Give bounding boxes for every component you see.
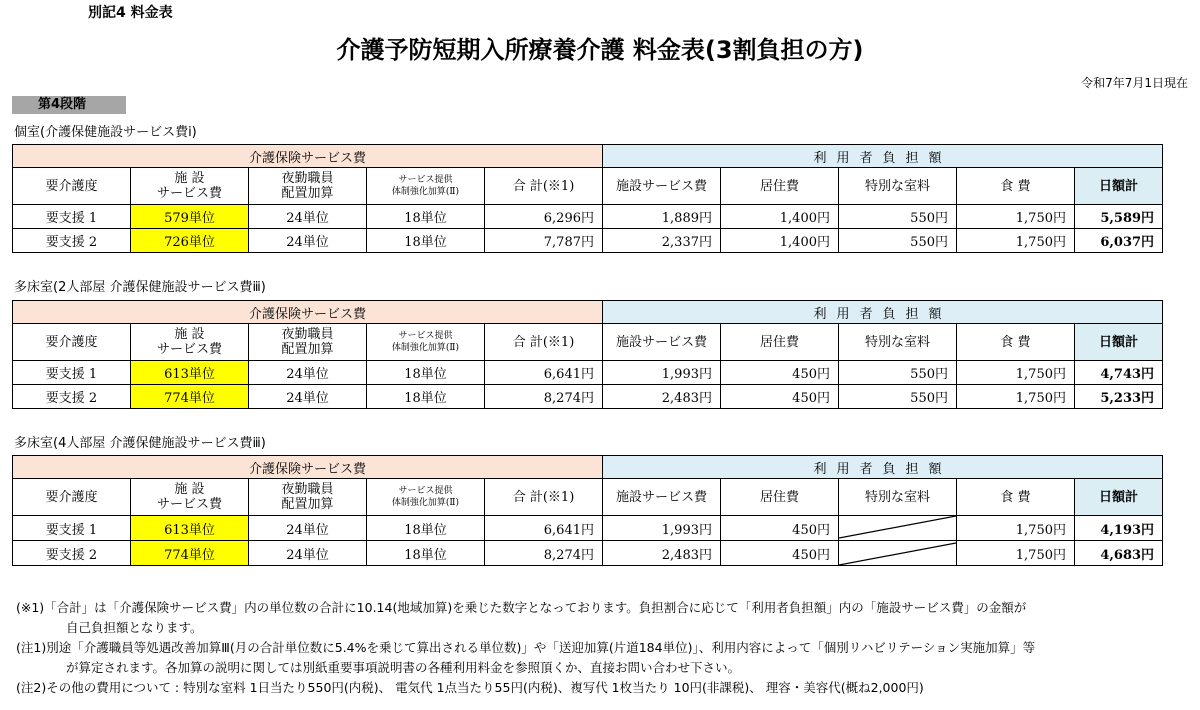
- facility-service-header-line1: 施 設: [174, 482, 205, 497]
- section-caption: 多床室(4人部屋 介護保健施設サービス費ⅲ): [14, 436, 266, 451]
- service-system-header: [367, 168, 485, 205]
- special-room-header: 特別な室料: [839, 168, 957, 205]
- service-system-units: 18単位: [367, 385, 485, 409]
- insurance-group-header: 介護保険サービス費: [13, 301, 603, 324]
- night-staff-units: 24単位: [249, 229, 367, 253]
- night-staff-units: 24単位: [249, 541, 367, 566]
- facility-service-header-line2: サービス費: [156, 342, 222, 357]
- stage-badge: 第4段階: [12, 96, 126, 114]
- night-staff-header: [249, 479, 367, 516]
- night-staff-header: [249, 324, 367, 361]
- care-level-header: 要介護度: [13, 324, 131, 361]
- daily-total-header: 日額計: [1075, 324, 1163, 361]
- care-level: 要支援 1: [13, 205, 131, 229]
- note-1-line-2: 自己負担額となります。: [66, 620, 203, 635]
- facility-service-header: [131, 168, 249, 205]
- housing-fee: 1,400円: [721, 205, 839, 229]
- daily-total: 5,589円: [1075, 205, 1163, 229]
- care-level-header: 要介護度: [13, 479, 131, 516]
- special-room-fee-not-applicable: [839, 516, 957, 541]
- fee-table-2: [12, 300, 1163, 409]
- care-level: 要支援 1: [13, 516, 131, 541]
- total-amount: 7,787円: [485, 229, 603, 253]
- housing-fee-header: 居住費: [721, 168, 839, 205]
- diagonal-slash-icon: [839, 541, 956, 565]
- daily-total: 4,743円: [1075, 361, 1163, 385]
- special-room-fee: 550円: [839, 229, 957, 253]
- special-room-fee: 550円: [839, 205, 957, 229]
- night-staff-header: [249, 168, 367, 205]
- daily-total: 6,037円: [1075, 229, 1163, 253]
- service-system-units: 18単位: [367, 516, 485, 541]
- housing-fee-header: 居住費: [721, 324, 839, 361]
- note-2-line-1: (注1)別途「介護職員等処遇改善加算Ⅲ(月の合計単位数に5.4%を乗じて算出される単位数)」や「送迎加算(片道184単位)」、利用内容によって「個別リハビリテーション実施加算」等: [16, 640, 1036, 655]
- meal-fee: 1,750円: [957, 361, 1075, 385]
- user-charge-group-header: 利用者負担額: [603, 145, 1163, 168]
- care-level-header: 要介護度: [13, 168, 131, 205]
- fee-table-3: [12, 455, 1163, 566]
- note-2-line-2: が算定されます。各加算の説明に関しては別紙重要事項説明書の各種利用料金を参照頂くか、直接お問い合わせ下さい。: [66, 660, 741, 675]
- total-header: 合 計(※1): [485, 479, 603, 516]
- fee-table-1: [12, 144, 1163, 253]
- table-row: [13, 541, 1163, 566]
- housing-fee: 450円: [721, 385, 839, 409]
- meal-fee: 1,750円: [957, 385, 1075, 409]
- service-system-header-line2: 体制強化加算(Ⅱ): [391, 187, 460, 197]
- service-system-header-line1: サービス提供: [398, 331, 453, 341]
- facility-fee: 1,889円: [603, 205, 721, 229]
- daily-total: 4,193円: [1075, 516, 1163, 541]
- night-staff-header-line2: 配置加算: [281, 497, 334, 512]
- facility-fee: 2,483円: [603, 541, 721, 566]
- care-level: 要支援 1: [13, 361, 131, 385]
- facility-service-header: [131, 324, 249, 361]
- service-units: 579単位: [131, 205, 249, 229]
- care-level: 要支援 2: [13, 229, 131, 253]
- facility-fee: 2,337円: [603, 229, 721, 253]
- service-units: 774単位: [131, 541, 249, 566]
- night-staff-header-line2: 配置加算: [281, 342, 334, 357]
- daily-total: 4,683円: [1075, 541, 1163, 566]
- table-row: [13, 516, 1163, 541]
- insurance-group-header: 介護保険サービス費: [13, 456, 603, 479]
- night-staff-header-line1: 夜勤職員: [281, 171, 334, 186]
- meal-fee-header: 食 費: [957, 168, 1075, 205]
- night-staff-units: 24単位: [249, 385, 367, 409]
- facility-service-header-line2: サービス費: [156, 497, 222, 512]
- housing-fee: 1,400円: [721, 229, 839, 253]
- meal-fee-header: 食 費: [957, 324, 1075, 361]
- total-amount: 6,296円: [485, 205, 603, 229]
- service-system-units: 18単位: [367, 541, 485, 566]
- table-row: [13, 205, 1163, 229]
- facility-service-header-line1: 施 設: [174, 327, 205, 342]
- housing-fee: 450円: [721, 541, 839, 566]
- meal-fee: 1,750円: [957, 516, 1075, 541]
- issue-date: 令和7年7月1日現在: [1081, 76, 1188, 90]
- total-amount: 6,641円: [485, 516, 603, 541]
- total-header: 合 計(※1): [485, 168, 603, 205]
- table-row: [13, 361, 1163, 385]
- total-amount: 8,274円: [485, 385, 603, 409]
- meal-fee: 1,750円: [957, 205, 1075, 229]
- facility-fee-header: 施設サービス費: [603, 479, 721, 516]
- notes: [16, 598, 1191, 698]
- service-units: 613単位: [131, 516, 249, 541]
- meal-fee: 1,750円: [957, 229, 1075, 253]
- user-charge-group-header: 利用者負担額: [603, 456, 1163, 479]
- facility-service-header-line2: サービス費: [156, 186, 222, 201]
- housing-fee: 450円: [721, 516, 839, 541]
- table-row: [13, 385, 1163, 409]
- section-caption: 多床室(2人部屋 介護保健施設サービス費ⅲ): [14, 280, 266, 295]
- night-staff-units: 24単位: [249, 205, 367, 229]
- note-3: (注2)その他の費用について : 特別な室料 1日当たり550円(内税)、 電気代 1点当たり55円(内税)、複写代 1枚当たり 10円(非課税)、 理容・美容代(概ね2,000円): [16, 680, 924, 695]
- special-room-fee: 550円: [839, 385, 957, 409]
- night-staff-units: 24単位: [249, 516, 367, 541]
- service-units: 613単位: [131, 361, 249, 385]
- care-level: 要支援 2: [13, 541, 131, 566]
- service-system-header-line1: サービス提供: [398, 175, 453, 185]
- total-amount: 6,641円: [485, 361, 603, 385]
- total-header: 合 計(※1): [485, 324, 603, 361]
- night-staff-header-line1: 夜勤職員: [281, 327, 334, 342]
- facility-fee-header: 施設サービス費: [603, 168, 721, 205]
- care-level: 要支援 2: [13, 385, 131, 409]
- service-units: 774単位: [131, 385, 249, 409]
- diagonal-slash-icon: [839, 516, 956, 540]
- section-caption: 個室(介護保健施設サービス費ⅰ): [14, 125, 197, 140]
- total-amount: 8,274円: [485, 541, 603, 566]
- daily-total: 5,233円: [1075, 385, 1163, 409]
- service-system-units: 18単位: [367, 229, 485, 253]
- service-system-header-line1: サービス提供: [398, 486, 453, 496]
- facility-fee: 2,483円: [603, 385, 721, 409]
- special-room-header: 特別な室料: [839, 324, 957, 361]
- facility-fee: 1,993円: [603, 516, 721, 541]
- facility-service-header: [131, 479, 249, 516]
- housing-fee: 450円: [721, 361, 839, 385]
- facility-service-header-line1: 施 設: [174, 171, 205, 186]
- daily-total-header: 日額計: [1075, 479, 1163, 516]
- night-staff-units: 24単位: [249, 361, 367, 385]
- appendix-label: 別記4 料金表: [88, 5, 173, 21]
- service-system-units: 18単位: [367, 205, 485, 229]
- special-room-fee: 550円: [839, 361, 957, 385]
- service-system-header: [367, 324, 485, 361]
- meal-fee: 1,750円: [957, 541, 1075, 566]
- night-staff-header-line1: 夜勤職員: [281, 482, 334, 497]
- daily-total-header: 日額計: [1075, 168, 1163, 205]
- service-system-header-line2: 体制強化加算(Ⅱ): [391, 343, 460, 353]
- note-1-line-1: (※1)「合計」は「介護保険サービス費」内の単位数の合計に10.14(地域加算)を乗じた数字となっております。負担割合に応じて「利用者負担額」内の「施設サービス費」の金額が: [16, 600, 1027, 615]
- user-charge-group-header: 利用者負担額: [603, 301, 1163, 324]
- facility-fee: 1,993円: [603, 361, 721, 385]
- service-units: 726単位: [131, 229, 249, 253]
- housing-fee-header: 居住費: [721, 479, 839, 516]
- special-room-fee-not-applicable: [839, 541, 957, 566]
- meal-fee-header: 食 費: [957, 479, 1075, 516]
- service-system-units: 18単位: [367, 361, 485, 385]
- service-system-header-line2: 体制強化加算(Ⅱ): [391, 498, 460, 508]
- facility-fee-header: 施設サービス費: [603, 324, 721, 361]
- table-row: [13, 229, 1163, 253]
- special-room-header: 特別な室料: [839, 479, 957, 516]
- night-staff-header-line2: 配置加算: [281, 186, 334, 201]
- service-system-header: [367, 479, 485, 516]
- page-title: 介護予防短期入所療養介護 料金表(3割負担の方): [336, 36, 864, 64]
- insurance-group-header: 介護保険サービス費: [13, 145, 603, 168]
